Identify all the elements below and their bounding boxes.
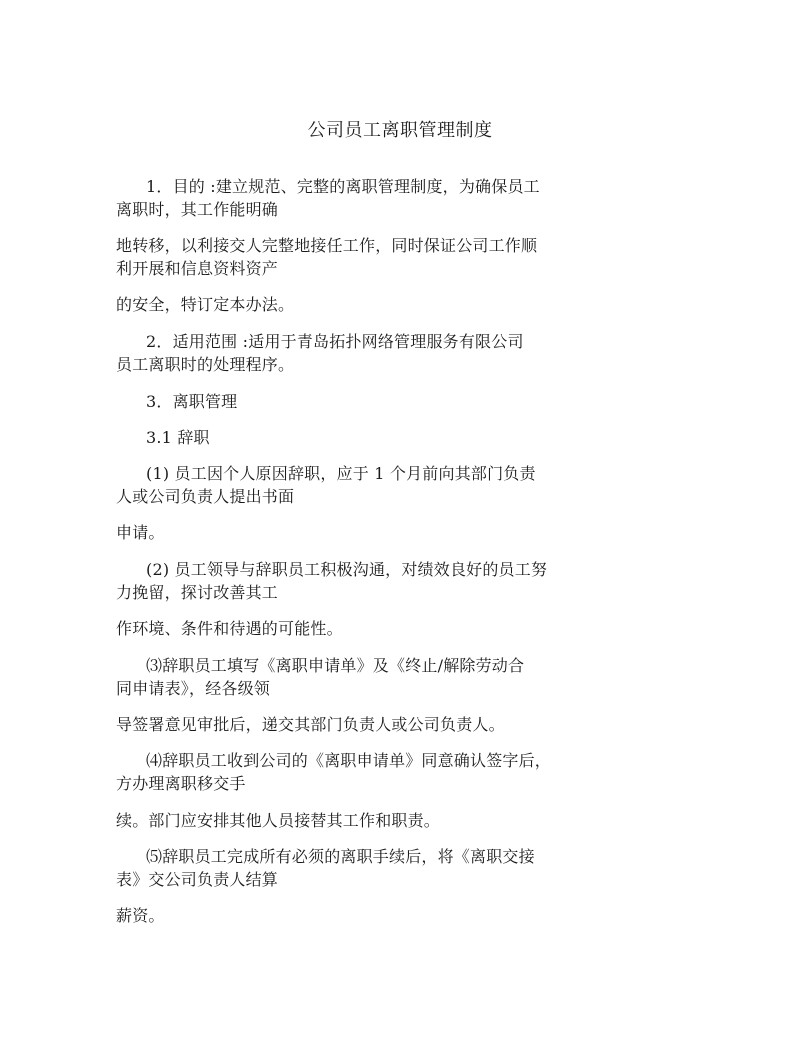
paragraph-line: ⑷辞职员工收到公司的《离职申请单》同意确认签字后， — [146, 751, 552, 770]
paragraph-line: (1) 员工因个人原因辞职，应于 1 个月前向其部门负责 — [146, 464, 536, 483]
paragraph-line: 地转移，以利接交人完整地接任工作，同时保证公司工作顺 — [116, 236, 538, 255]
paragraph-line: ⑶辞职员工填写《离职申请单》及《终止/解除劳动合 — [146, 656, 525, 675]
paragraph-line: 续。部门应安排其他人员接替其工作和职责。 — [116, 811, 441, 830]
paragraph-line: 导签署意见审批后，递交其部门负责人或公司负责人。 — [116, 715, 505, 734]
paragraph-line: 同申请表》，经各级领 — [116, 679, 271, 698]
paragraph-line: 表》交公司负责人结算 — [116, 870, 279, 889]
paragraph-line: 利开展和信息资料资产 — [116, 259, 279, 278]
document-title: 公司员工离职管理制度 — [307, 120, 493, 141]
subsection-heading: 3.1 辞职 — [146, 428, 210, 447]
paragraph-line: ⑸辞职员工完成所有必须的离职手续后，将《离职交接 — [146, 847, 535, 866]
paragraph-line: 1．目的 :建立规范、完整的离职管理制度，为确保员工 — [146, 177, 540, 196]
paragraph-line: 的安全，特订定本办法。 — [116, 295, 295, 314]
paragraph-line: (2) 员工领导与辞职员工积极沟通，对绩效良好的员工努 — [146, 560, 548, 579]
paragraph-line: 人或公司负责人提出书面 — [116, 487, 295, 506]
paragraph-line: 离职时，其工作能明确 — [116, 200, 279, 219]
paragraph-line: 员工离职时的处理程序。 — [116, 355, 295, 374]
paragraph-line: 申请。 — [116, 523, 165, 542]
paragraph-line: 薪资。 — [116, 906, 165, 925]
paragraph-line: 方办理离职移交手 — [116, 774, 246, 793]
paragraph-line: 2．适用范围 :适用于青岛拓扑网络管理服务有限公司 — [146, 332, 524, 351]
paragraph-line: 力挽留，探讨改善其工 — [116, 583, 279, 602]
paragraph-line: 作环境、条件和待遇的可能性。 — [116, 619, 343, 638]
section-heading: 3．离职管理 — [146, 392, 238, 411]
